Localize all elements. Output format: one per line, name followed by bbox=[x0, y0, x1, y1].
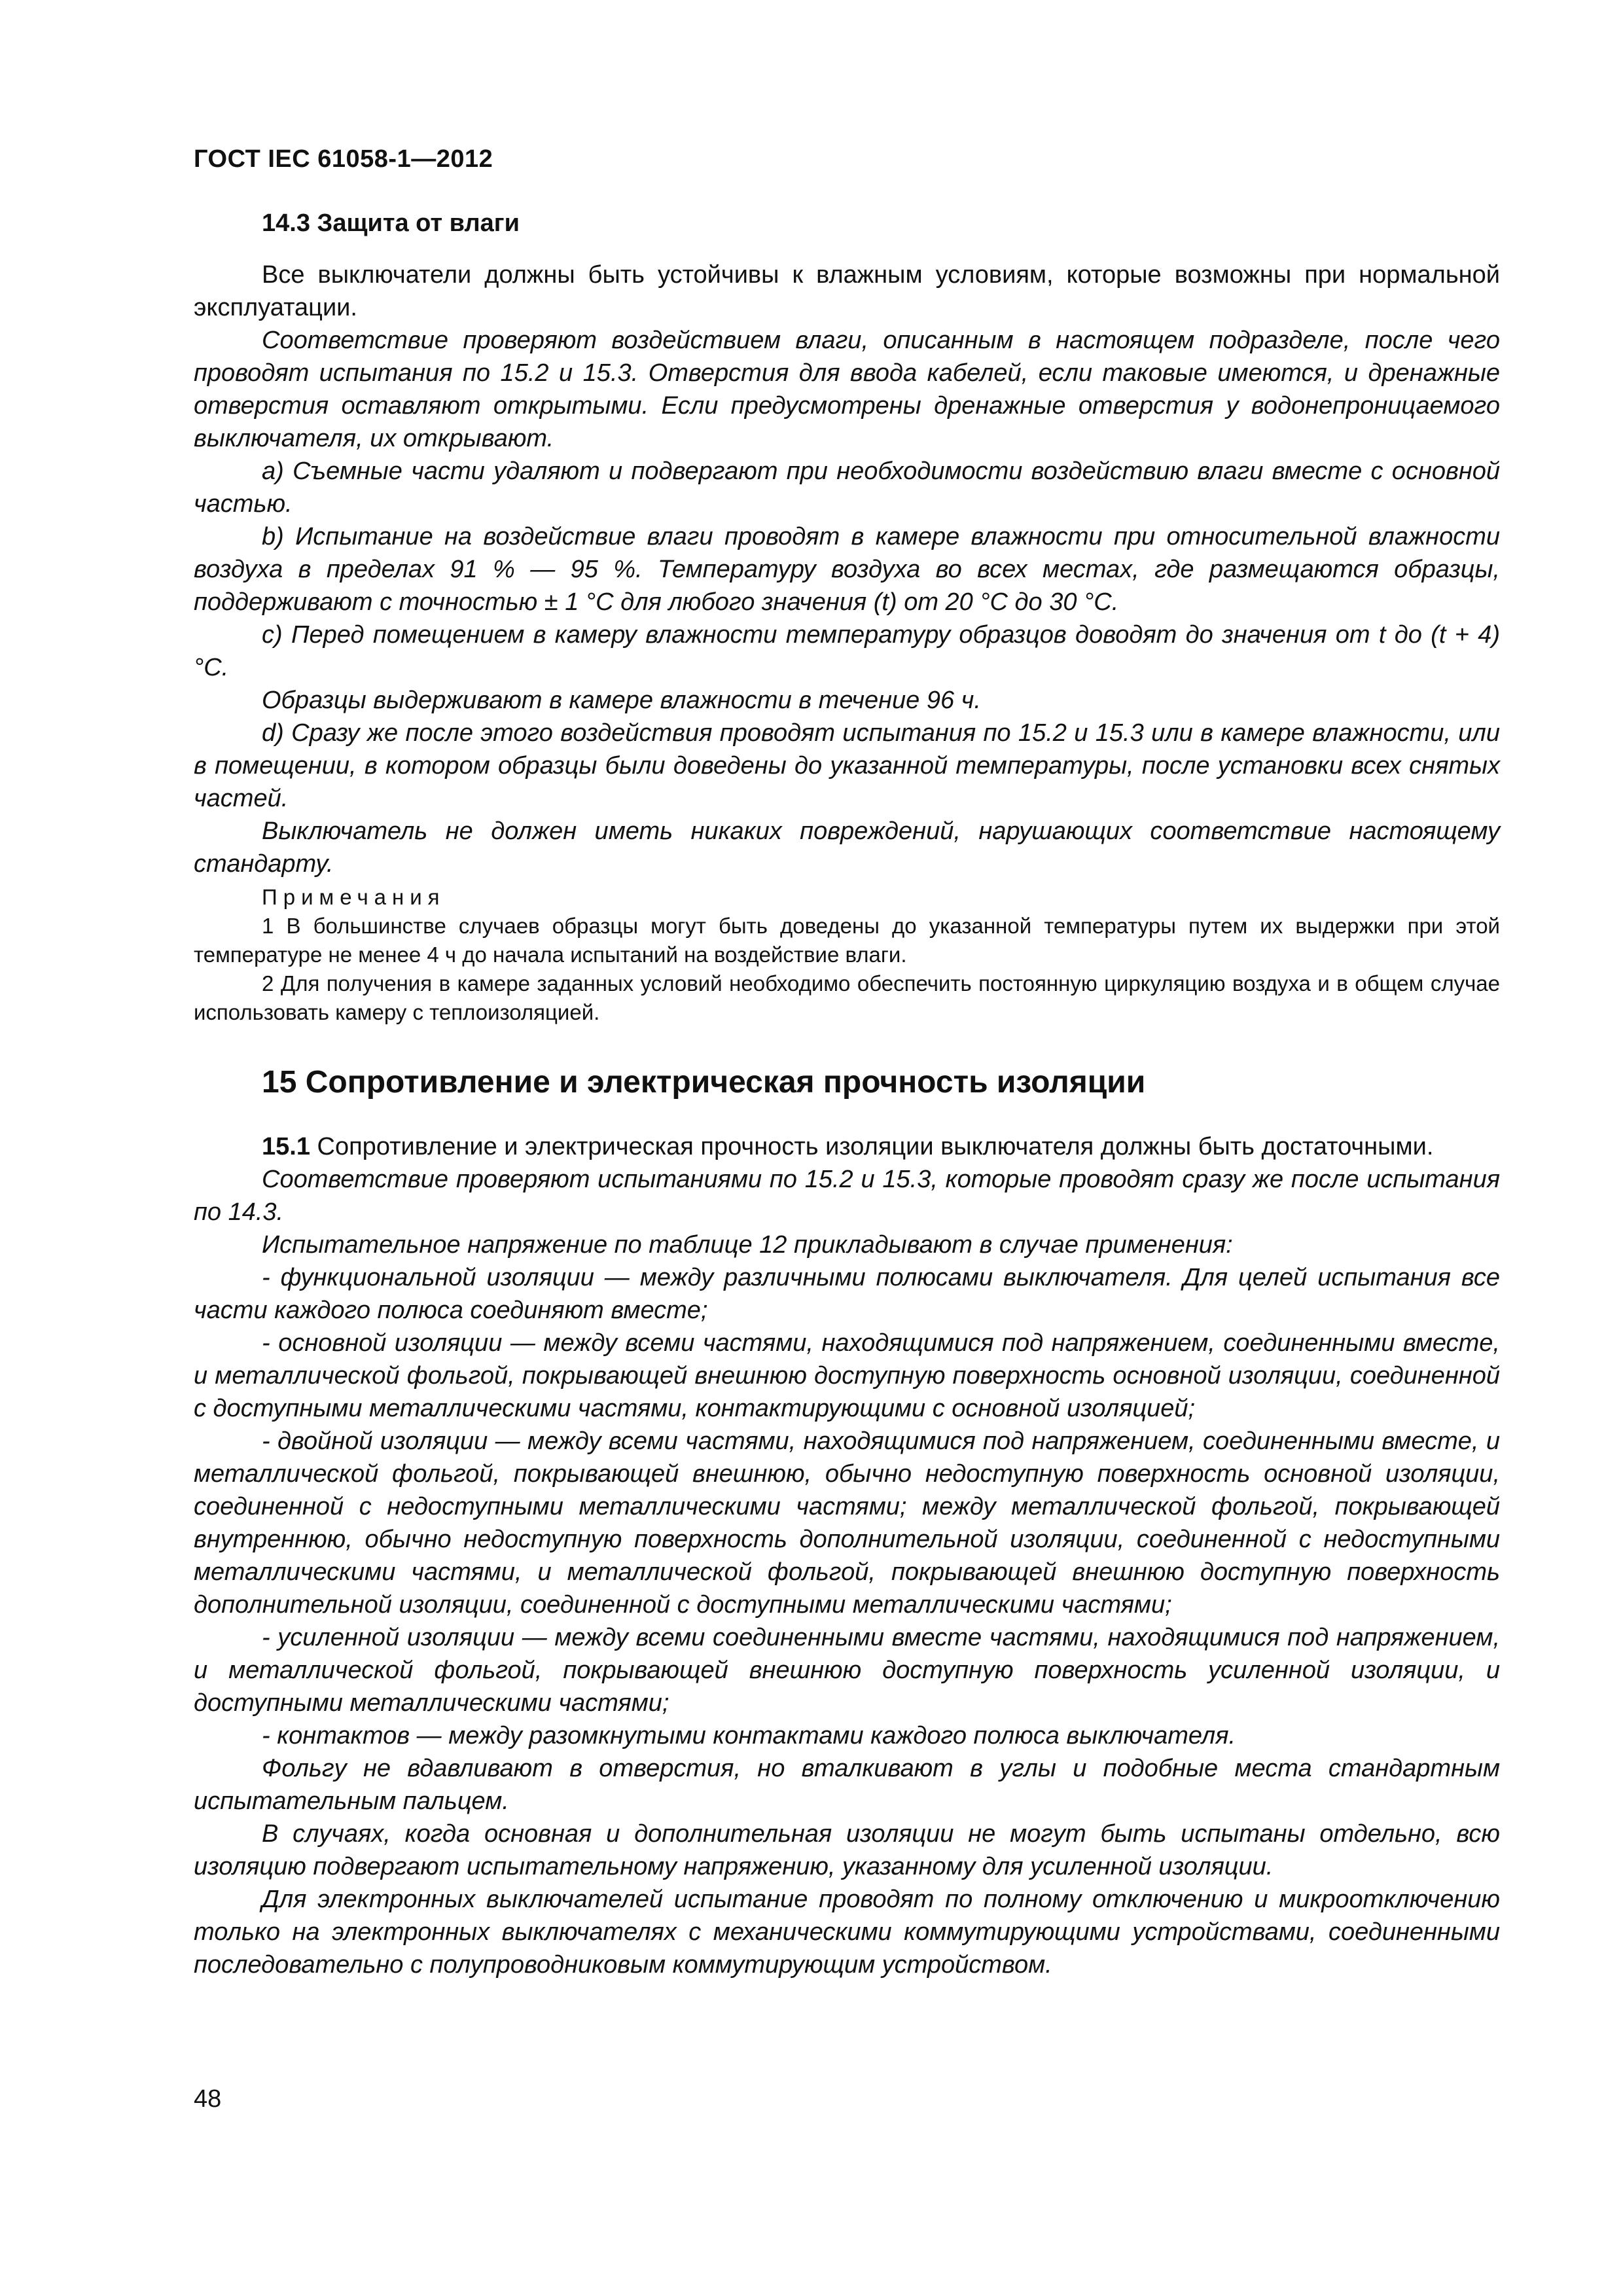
paragraph: Фольгу не вдавливают в отверстия, но вталкивают в углы и подобные места стандартным испытательным пальцем. bbox=[194, 1755, 1500, 1815]
notes-block bbox=[194, 883, 1500, 1027]
section-14-3-body bbox=[194, 259, 1500, 1027]
page-number: 48 bbox=[194, 2085, 222, 2113]
paragraph: Выключатель не должен иметь никаких повреждений, нарушающих соответствие настоящему стандарту. bbox=[194, 817, 1500, 878]
list-item: - контактов — между разомкнутыми контактами каждого полюса выключателя. bbox=[262, 1722, 1236, 1749]
paragraph: Соответствие проверяют воздействием влаги, описанным в настоящем подразделе, после чего проводят испытания по 15.2 и 15.3. Отверстия для ввода кабелей, если таковые имеются, и дренажные отверстия оставляют открытыми. Если предусмотрены дренажные отверстия у водонепроницаемого выключателя, их открывают. bbox=[194, 327, 1500, 452]
section-15-body bbox=[194, 1130, 1500, 1981]
paragraph: Все выключатели должны быть устойчивы к влажным условиям, которые возможны при нормальной эксплуатации. bbox=[194, 261, 1500, 321]
list-item: - функциональной изоляции — между различными полюсами выключателя. Для целей испытания все части каждого полюса соединяют вместе; bbox=[194, 1264, 1500, 1324]
list-item: - двойной изоляции — между всеми частями, находящимися под напряжением, соединенными вместе, и металлической фольгой, покрывающей внешнюю, обычно недоступную поверхность основной изоляции, соединенной с недоступными металлическими частями; между металлической фольгой, покрывающей внутреннюю, обычно недоступную поверхность дополнительной изоляции, соединенной с недоступными металлическими частями, и металлической фольгой, покрывающей внешнюю доступную поверхность дополнительной изоляции, соединенной с доступными металлическими частями; bbox=[194, 1427, 1500, 1619]
list-item: - усиленной изоляции — между всеми соединенными вместе частями, находящимися под напряжением, и металлической фольгой, покрывающей внешнюю доступную поверхность усиленной изоляции, и доступными металлическими частями; bbox=[194, 1624, 1500, 1717]
paragraph: В случаях, когда основная и дополнительная изоляции не могут быть испытаны отдельно, всю изоляцию подвергают испытательному напряжению, указанному для усиленной изоляции. bbox=[194, 1820, 1500, 1880]
paragraph: d) Сразу же после этого воздействия проводят испытания по 15.2 и 15.3 или в камере влажности, или в помещении, в котором образцы были доведены до указанной температуры, после установки всех снятых частей. bbox=[194, 719, 1500, 812]
paragraph: Образцы выдерживают в камере влажности в течение 96 ч. bbox=[262, 687, 981, 714]
paragraph: Испытательное напряжение по таблице 12 прикладывают в случае применения: bbox=[262, 1231, 1233, 1259]
doc-header: ГОСТ IEC 61058-1—2012 bbox=[194, 145, 493, 173]
clause-number: 15.1 bbox=[262, 1133, 310, 1160]
notes-title: Примечания bbox=[262, 885, 446, 909]
paragraph: b) Испытание на воздействие влаги проводят в камере влажности при относительной влажности воздуха в пределах 91 % — 95 %. Температуру воздуха во всех местах, где размещаются образцы, поддерживают с точностью ± 1 °С для любого значения (t) от 20 °С до 30 °С. bbox=[194, 523, 1500, 616]
note-item: 2 Для получения в камере заданных условий необходимо обеспечить постоянную циркуляцию воздуха и в общем случае использовать камеру с теплоизоляцией. bbox=[194, 971, 1500, 1024]
subsection-heading-14-3: 14.3 Защита от влаги bbox=[262, 209, 520, 237]
note-item: 1 В большинстве случаев образцы могут быть доведены до указанной температуры путем их выдержки при этой температуре не менее 4 ч до начала испытаний на воздействие влаги. bbox=[194, 914, 1500, 967]
clause-text: Сопротивление и электрическая прочность изоляции выключателя должны быть достаточными. bbox=[310, 1133, 1434, 1160]
clause-15-1 bbox=[194, 1130, 1500, 1163]
paragraph: Для электронных выключателей испытание проводят по полному отключению и микроотключению только на электронных выключателях с механическими коммутирующими устройствами, соединенными последовательно с полупроводниковым коммутирующим устройством. bbox=[194, 1886, 1500, 1979]
paragraph: а) Съемные части удаляют и подвергают при необходимости воздействию влаги вместе с основной частью. bbox=[194, 457, 1500, 518]
section-heading-15: 15 Сопротивление и электрическая прочность изоляции bbox=[262, 1065, 1146, 1100]
paragraph: Соответствие проверяют испытаниями по 15.2 и 15.3, которые проводят сразу же после испытания по 14.3. bbox=[194, 1166, 1500, 1226]
list-item: - основной изоляции — между всеми частями, находящимися под напряжением, соединенными вместе, и металлической фольгой, покрывающей внешнюю доступную поверхность основной изоляции, соединенной с доступными металлическими частями, контактирующими с основной изоляцией; bbox=[194, 1329, 1500, 1422]
paragraph: с) Перед помещением в камеру влажности температуру образцов доводят до значения от t до (t + 4) °С. bbox=[194, 621, 1500, 681]
